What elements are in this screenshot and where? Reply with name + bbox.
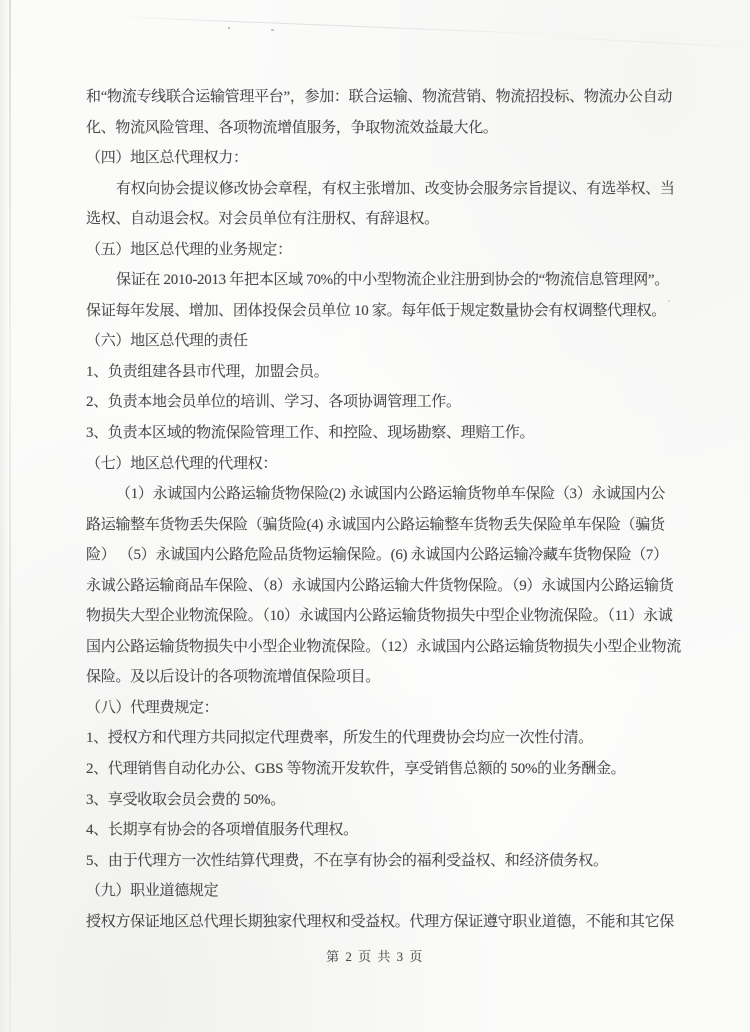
text-line: （1）永诚国内公路运输货物保险(2) 永诚国内公路运输货物单车保险（3）永诚国内公: [116, 486, 665, 503]
text-line: （四）地区总代理权力：: [86, 150, 248, 167]
text-line: 1、负责组建各县市代理，加盟会员。: [86, 363, 329, 380]
text-line: （九）职业道德规定: [86, 883, 219, 900]
text-line: 5、由于代理方一次性结算代理费，不在享有协会的福利受益权、和经济债务权。: [86, 852, 608, 869]
text-line: 和“物流专线联合运输管理平台”，参加：联合运输、物流营销、物流招投标、物流办公自动: [86, 89, 673, 105]
text-line: 选权、自动退会权。对会员单位有注册权、有辞退权。: [86, 211, 439, 228]
scan-left-margin-shade: [0, 0, 9, 1032]
text-line: （六）地区总代理的责任: [86, 333, 248, 350]
text-line: 有权向协会提议修改协会章程，有权主张增加、改变协会服务宗旨提议、有选举权、当: [116, 180, 675, 197]
text-line: 3、享受收取会员会费的 50%。: [86, 791, 285, 808]
document-body: [86, 82, 681, 937]
text-line: 路运输整车货物丢失保险（骗货险(4) 永诚国内公路运输整车货物丢失保险单车保险（骗货: [86, 516, 665, 533]
text-line: 4、长期享有协会的各项增值服务代理权。: [86, 822, 358, 839]
text-line: 保险。及以后设计的各项物流增值保险项目。: [86, 669, 381, 686]
scan-speck: [271, 29, 274, 31]
text-line: 授权方保证地区总代理长期独家代理权和受益权。代理方保证遵守职业道德，不能和其它保: [86, 913, 675, 930]
text-line: 化、物流风险管理、各项物流增值服务，争取物流效益最大化。: [86, 119, 498, 136]
text-line: （五）地区总代理的业务规定：: [86, 241, 292, 258]
scan-speck: [228, 27, 230, 29]
paper-crease-secondary: [540, 36, 750, 49]
text-line: 物损失大型企业物流保险。（10）永诚国内公路运输货物损失中型企业物流保险。（11）永诚: [86, 608, 673, 625]
text-line: 保证在 2010-2013 年把本区域 70%的中小型物流企业注册到协会的“物流信息管理网”。: [116, 272, 669, 289]
text-line: 2、负责本地会员单位的培训、学习、各项协调管理工作。: [86, 394, 461, 411]
text-line: 险） （5）永诚国内公路危险品货物运输保险。(6) 永诚国内公路运输冷藏车货物保险（7）: [86, 547, 668, 564]
text-line: 保证每年发展、增加、团体投保会员单位 10 家。每年低于规定数量协会有权调整代理权。: [86, 302, 666, 319]
page-number-footer: 第 2 页 共 3 页: [326, 949, 424, 964]
text-line: （八）代理费规定：: [86, 699, 219, 716]
text-line: （七）地区总代理的代理权：: [86, 455, 278, 472]
text-line: 3、负责本区域的物流保险管理工作、和控险、现场勘察、理赔工作。: [86, 425, 535, 442]
paper-crease: [110, 16, 580, 36]
text-line: 永诚公路运输商品车保险、（8）永诚国内公路运输大件货物保险。（9）永诚国内公路运输货: [86, 577, 674, 594]
scan-left-edge-line: [9, 0, 11, 1032]
text-line: 1、授权方和代理方共同拟定代理费率，所发生的代理费协会均应一次性付清。: [86, 730, 594, 747]
text-line: 国内公路运输货物损失中小型企业物流保险。（12）永诚国内公路运输货物损失小型企业物流: [86, 638, 681, 655]
text-line: 2、代理销售自动化办公、GBS 等物流开发软件，享受销售总额的 50%的业务酬金。: [86, 761, 626, 778]
